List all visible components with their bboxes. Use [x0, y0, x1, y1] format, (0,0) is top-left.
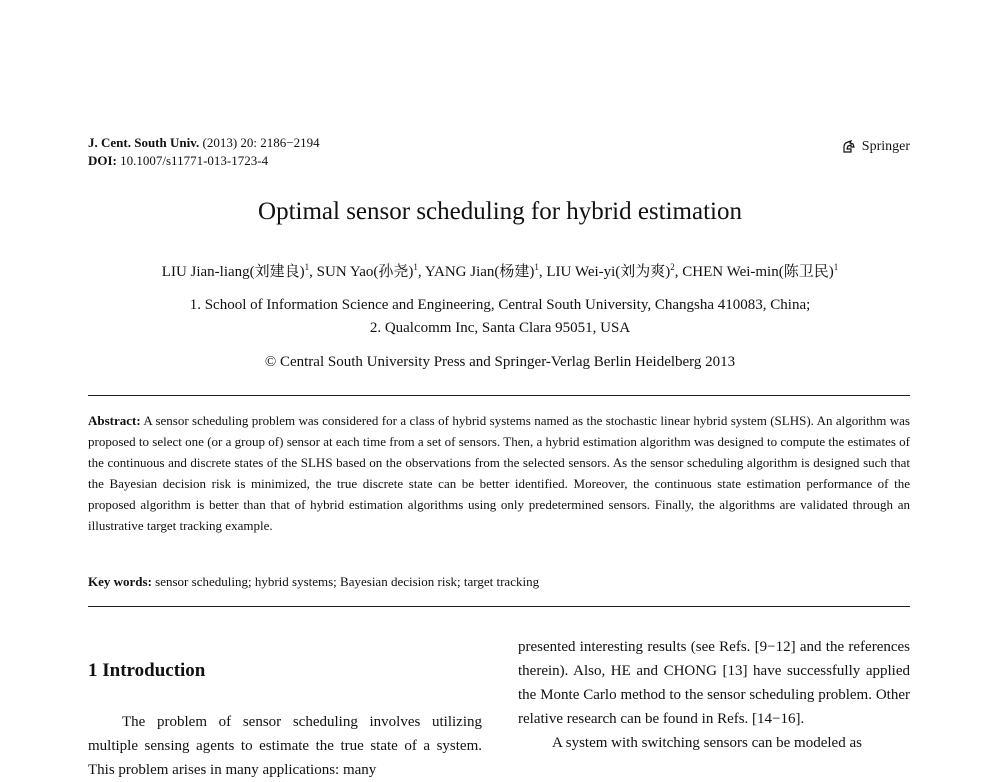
section-heading: 1 Introduction [88, 660, 206, 681]
divider-bottom [88, 606, 910, 607]
keywords [88, 574, 910, 590]
author: CHEN Wei-min(陈卫民)$^1$ [682, 262, 839, 280]
springer-horse-icon [841, 139, 857, 155]
doi: DOI: 10.1007/s11771-013-1723-4 [88, 153, 269, 168]
author: YANG Jian(杨建)$^1$, [424, 262, 547, 280]
journal-citation: J. Cent. South Univ. (2013) 20: 2186−2194 [88, 135, 320, 150]
journal-reference [88, 134, 320, 170]
author: LIU Jian-liang(刘建良)$^1$, [161, 262, 317, 280]
author-list [0, 260, 1000, 281]
abstract-label: Abstract: [88, 413, 141, 428]
copyright-notice: © Central South University Press and Springer-Verlag Berlin Heidelberg 2013 [264, 354, 736, 370]
paragraph: presented interesting results (see Refs. [9−12] and the references therein). Also, HE and CHONG [13] have successfully applied the Monte Carlo method to the sensor scheduling problem. Other relative research can be found in Refs. [14−16]. [518, 639, 910, 727]
abstract-text: A sensor scheduling problem was considered for a class of hybrid systems named as the stochastic linear hybrid system (SLHS). An algorithm was proposed to select one (or a group of) sensor at each time from a set of sensors. Then, a hybrid estimation algorithm was designed to compute the estimates of the continuous and discrete states of the SLHS based on the observations from the selected sensors. As the sensor scheduling algorithm is designed such that the Bayesian decision risk is minimized, the true discrete state can be better identified. Moreover, the continuous state estimation performance of the proposed algorithm is better than that of hybrid estimation algorithms using only predetermined sensors. Finally, the algorithms are validated through an illustrative target tracking example. [88, 413, 910, 533]
publisher-name: Springer [861, 139, 910, 154]
divider-top [88, 395, 910, 396]
affiliation-2: 2. Qualcomm Inc, Santa Clara 95051, USA [369, 320, 631, 336]
author: LIU Wei-yi(刘为爽)$^2$, [546, 262, 683, 280]
paragraph: A system with switching sensors can be modeled as [552, 735, 862, 751]
abstract [88, 410, 910, 536]
paper-title: Optimal sensor scheduling for hybrid estimation [258, 198, 742, 225]
publisher-logo [841, 139, 910, 155]
left-column [88, 710, 482, 782]
paragraph: The problem of sensor scheduling involves utilizing multiple sensing agents to estimate the true state of a system. This problem arises in many applications: many [88, 714, 482, 778]
affiliation-1: 1. School of Information Science and Engineering, Central South University, Changsha 410083, China; [189, 297, 811, 313]
keywords-text: sensor scheduling; hybrid systems; Bayesian decision risk; target tracking [151, 574, 540, 589]
keywords-label: Key words: [88, 574, 152, 589]
author: SUN Yao(孙尧)$^1$, [316, 262, 425, 280]
right-column [518, 635, 910, 755]
